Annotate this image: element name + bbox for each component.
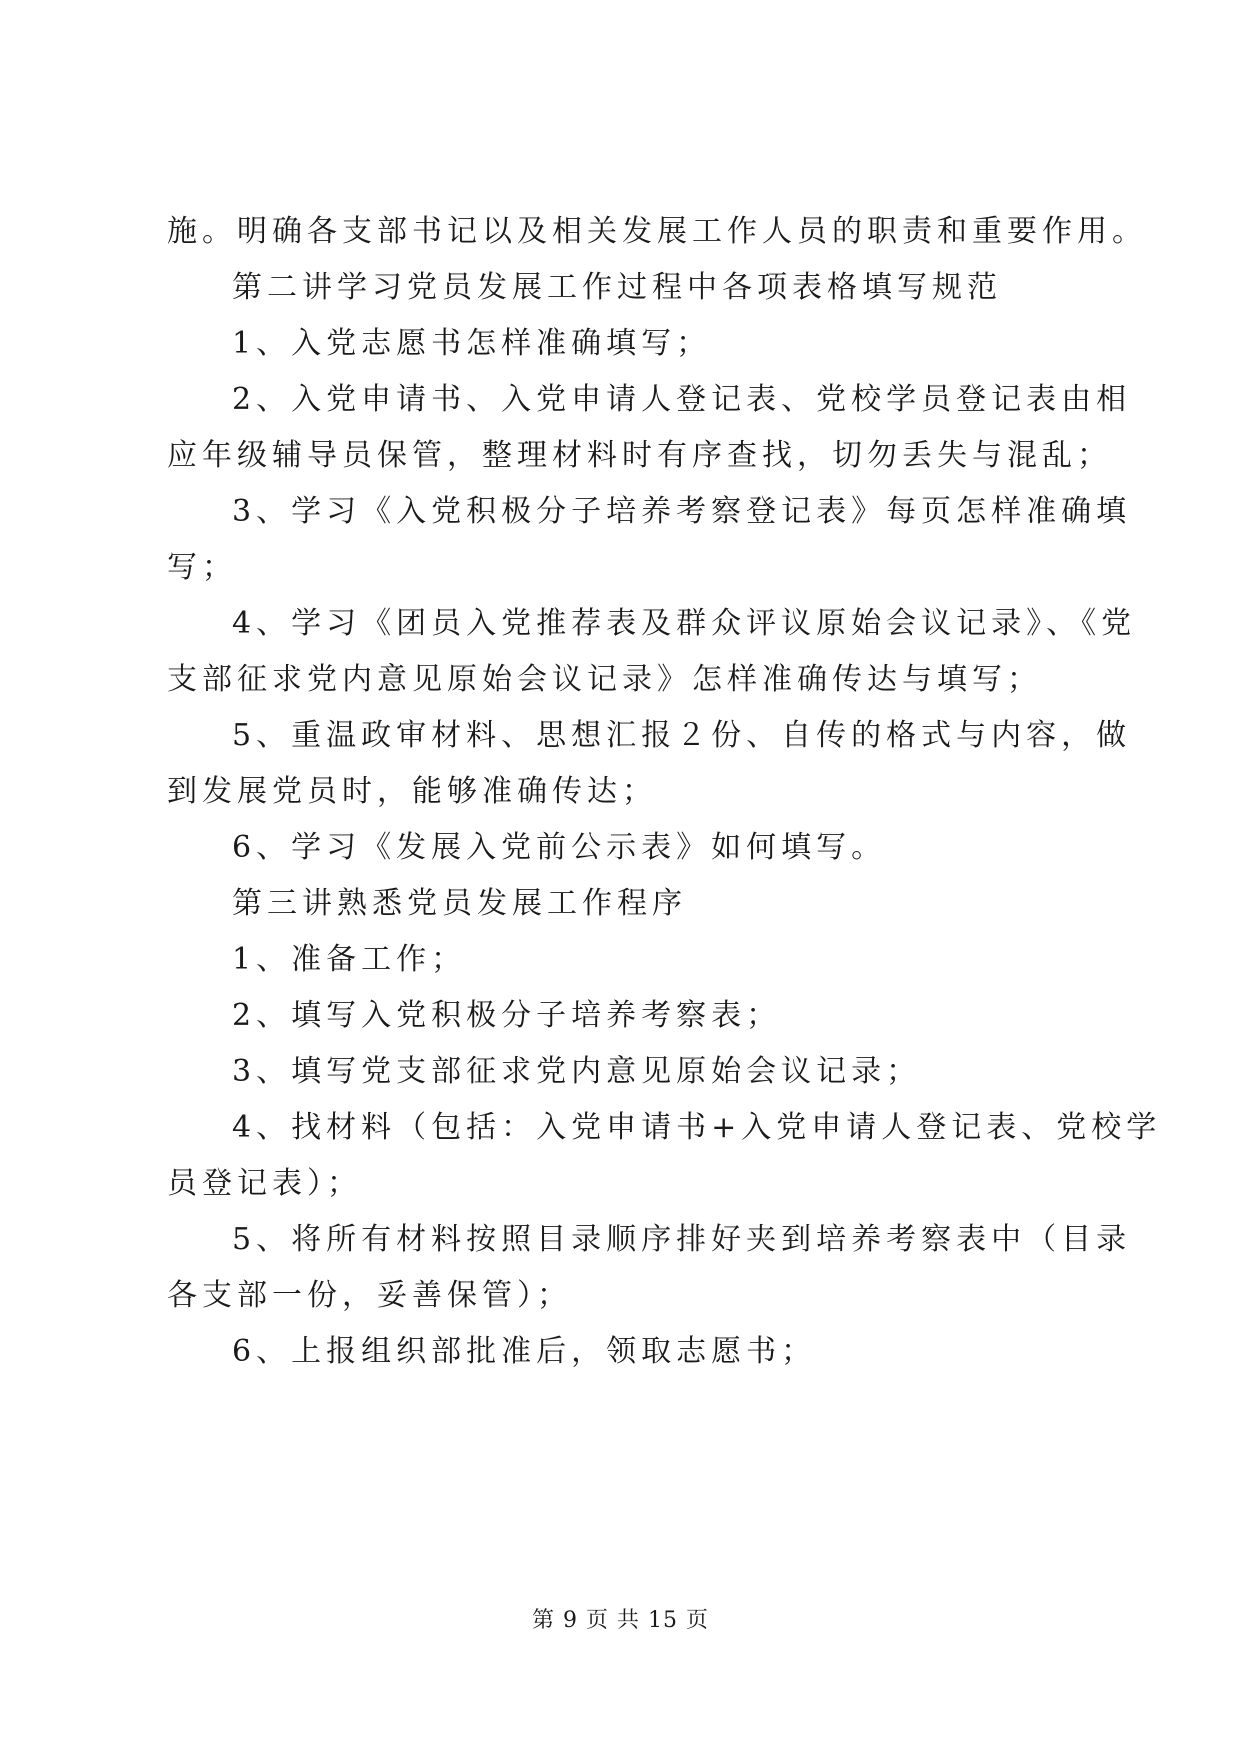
- list-item: 1、入党志愿书怎样准确填写；: [232, 326, 712, 361]
- section-heading: 第三讲熟悉党员发展工作程序: [232, 886, 687, 921]
- page-number-footer: 第 9 页 共 15 页: [532, 1608, 709, 1633]
- body-line: 员登记表）；: [167, 1166, 362, 1201]
- list-item: 3、填写党支部征求党内意见原始会议记录；: [232, 1054, 922, 1089]
- list-item: 6、学习《发展入党前公示表》如何填写。: [232, 830, 887, 865]
- body-line: 写；: [167, 550, 237, 585]
- body-line: 各支部一份，妥善保管）；: [167, 1278, 572, 1313]
- section-heading: 第二讲学习党员发展工作过程中各项表格填写规范: [232, 270, 1002, 305]
- list-item: 5、重温政审材料、思想汇报２份、自传的格式与内容，做: [232, 718, 1132, 753]
- list-item: 4、找材料（包括：入党申请书+入党申请人登记表、党校学: [232, 1110, 1162, 1145]
- list-item: 5、将所有材料按照目录顺序排好夹到培养考察表中（目录: [232, 1222, 1132, 1257]
- body-line: 到发展党员时，能够准确传达；: [167, 774, 657, 809]
- list-item: 3、学习《入党积极分子培养考察登记表》每页怎样准确填: [232, 494, 1132, 529]
- body-line: 应年级辅导员保管，整理材料时有序查找，切勿丢失与混乱；: [167, 438, 1112, 473]
- body-line: 施。明确各支部书记以及相关发展工作人员的职责和重要作用。: [167, 214, 1147, 249]
- list-item: 2、填写入党积极分子培养考察表；: [232, 998, 782, 1033]
- list-item: 2、入党申请书、入党申请人登记表、党校学员登记表由相: [232, 382, 1132, 417]
- list-item: 6、上报组织部批准后，领取志愿书；: [232, 1334, 817, 1369]
- list-item: 4、学习《团员入党推荐表及群众评议原始会议记录》、《党: [232, 606, 1137, 641]
- list-item: 1、准备工作；: [232, 942, 467, 977]
- body-line: 支部征求党内意见原始会议记录》怎样准确传达与填写；: [167, 662, 1042, 697]
